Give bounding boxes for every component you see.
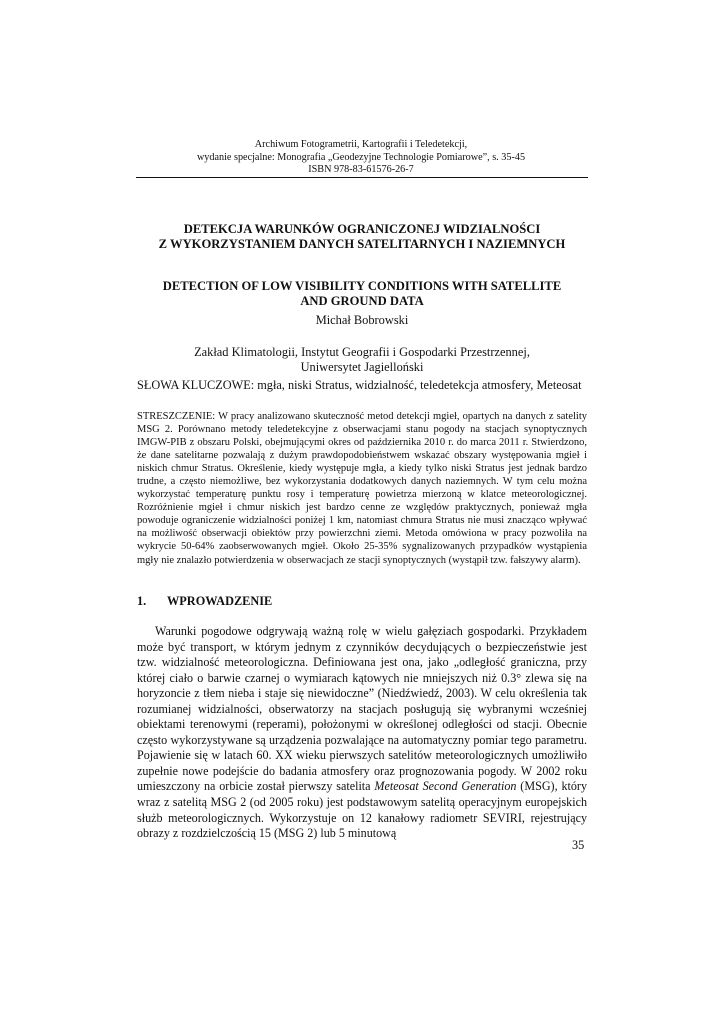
title-english: [120, 279, 604, 309]
header-line-2: wydanie specjalne: Monografia „Geodezyjne Technologie Pomiarowe”, s. 35-45: [196, 151, 526, 163]
title-polish: [120, 222, 604, 252]
section-title: WPROWADZENIE: [167, 594, 273, 608]
affiliation-line-2: Uniwersytet Jagielloński: [300, 360, 424, 374]
header-line-1: Archiwum Fotogrametrii, Kartografii i Teledetekcji,: [254, 139, 468, 150]
body-text-italic: Meteosat Second Generation: [374, 779, 517, 794]
author-name: Michał Bobrowski: [315, 313, 409, 327]
header-divider: [136, 177, 588, 178]
page-number: 35: [572, 838, 585, 852]
section-heading: [137, 594, 272, 609]
keywords: SŁOWA KLUCZOWE: mgła, niski Stratus, widzialność, teledetekcja atmosfery, Meteosat: [137, 378, 582, 392]
section-number: 1.: [137, 594, 147, 608]
affiliation-line-1: Zakład Klimatologii, Instytut Geografii i Gospodarki Przestrzennej,: [194, 345, 530, 359]
author-affiliation: [120, 345, 604, 375]
title-english-line-2: AND GROUND DATA: [300, 294, 424, 308]
journal-header: [136, 139, 586, 177]
body-text-part-1: Warunki pogodowe odgrywają ważną rolę w wielu gałęziach gospodarki. Przykładem może być transport, w którym jednym z czynników decydujących o bezpieczeństwie jest tzw. widzialność meteorologiczna. Definiowana jest ona, jako „odległość graniczna, przy której ciało o barwie czarnej o wymiarach kątowych nie mniejszych niż 0.3° zlewa się na horyzoncie z tłem nieba i staje się niewidoczne” (Niedźwiedź, 2003). W celu określenia tak rozumianej widzialności, obserwatorzy na stacjach posługują się wybranymi wcześniej obiektami terenowymi (reperami), położonymi w określonej odległości od stacji. Obecnie często wykorzystywane są urządzenia pozwalające na automatyczny pomiar tego parametru. Pojawienie się w latach 60. XX wieku pierwszych satelitów meteorologicznych umożliwiło zupełnie nowe podejście do badania atmosfery oraz prognozowania pogody. W 2002 roku umieszczony na orbicie został pierwszy satelita: [137, 624, 587, 794]
title-polish-line-1: DETEKCJA WARUNKÓW OGRANICZONEJ WIDZIALNOŚCI: [183, 222, 541, 236]
body-paragraph: [137, 624, 587, 842]
abstract: STRESZCZENIE: W pracy analizowano skuteczność metod detekcji mgieł, opartych na danych z satelity MSG 2. Porównano metody teledetekcyjne z obserwacjami stanu pogody na stacjach synoptycznych IMGW-PIB z obszaru Polski, obejmującymi okres od października 2010 r. do marca 2011 r. Stwierdzono, że dane satelitarne pozwalają z dużym prawdopodobieństwem wskazać obszary występowania mgieł i niskich chmur Stratus. Określenie, kiedy występuje mgła, a kiedy tylko niski Stratus jest jednak bardzo trudne, a często niemożliwe, bez wykorzystania dodatkowych danych naziemnych. W tym celu można wykorzystać temperaturę punktu rosy i temperaturę powietrza mierzoną w klatce meteorologicznej. Rozróżnienie mgieł i chmur niskich jest bardzo cenne ze względów praktycznych, ponieważ mgła powoduje ograniczenie widzialności poniżej 1 km, natomiast chmura Stratus nie musi znacząco wpływać na możliwość obserwacji obiektów przy powierzchni ziemi. Metoda omówiona w pracy pozwoliła na wykrycie 50-64% zaobserwowanych mgieł. Około 25-35% sygnalizowanych przypadków wystąpienia mgły nie znalazło potwierdzenia w obserwacjach ze stacji synoptycznych (wystąpił tzw. fałszywy alarm).: [137, 411, 587, 566]
body-text-part-2: (MSG), który wraz z satelitą MSG 2 (od 2005 roku) jest podstawowym satelitą operacyjnym europejskich służb meteorologicznych. Wykorzystuje on 12 kanałowy radiometr SEVIRI, rejestrujący obrazy z rozdzielczością 15 (MSG 2) lub 5 minutową: [137, 779, 587, 841]
title-english-line-1: DETECTION OF LOW VISIBILITY CONDITIONS WITH SATELLITE: [162, 279, 562, 293]
header-line-3: ISBN 978-83-61576-26-7: [308, 164, 414, 176]
title-polish-line-2: Z WYKORZYSTANIEM DANYCH SATELITARNYCH I NAZIEMNYCH: [158, 237, 566, 251]
